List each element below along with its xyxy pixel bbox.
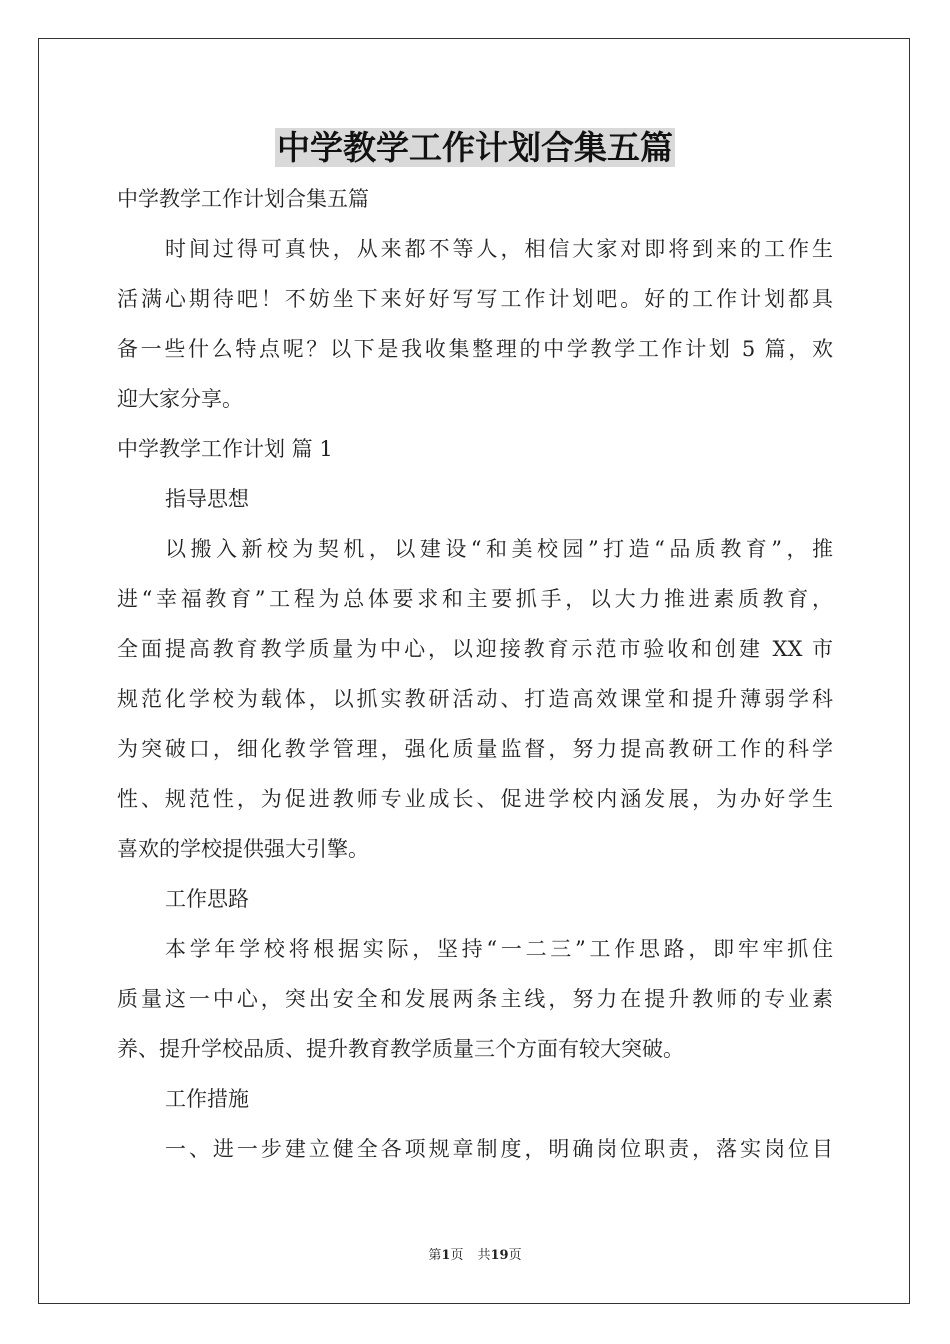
footer-total-prefix: 共 <box>477 1248 491 1263</box>
text-line: 性、规范性，为促进教师专业成长、促进学校内涵发展，为办好学生 <box>117 787 833 811</box>
footer-page-number: 1 <box>441 1248 451 1263</box>
text-line: 备一些什么特点呢？以下是我收集整理的中学教学工作计划 5 篇，欢 <box>117 337 833 361</box>
text-line: 一、进一步建立健全各项规章制度，明确岗位职责，落实岗位目 <box>165 1137 833 1161</box>
text-line: 喜欢的学校提供强大引擎。 <box>117 837 369 861</box>
text-line: 以搬入新校为契机，以建设“和美校园”打造“品质教育”，推 <box>165 537 833 561</box>
text-line: 活满心期待吧！不妨坐下来好好写写工作计划吧。好的工作计划都具 <box>117 287 833 311</box>
document-body <box>117 174 833 1174</box>
text-line: 迎大家分享。 <box>117 387 243 411</box>
text-line: 养、提升学校品质、提升教育教学质量三个方面有较大突破。 <box>117 1037 684 1061</box>
footer-page-suffix: 页 <box>450 1248 464 1263</box>
text-line: 本学年学校将根据实际，坚持“一二三”工作思路，即牢牢抓住 <box>165 937 833 961</box>
page-footer <box>0 1244 950 1263</box>
text-line: 中学教学工作计划 篇 1 <box>117 437 333 461</box>
text-line: 规范化学校为载体，以抓实教研活动、打造高效课堂和提升薄弱学科 <box>117 687 833 711</box>
text-line: 工作思路 <box>165 887 249 911</box>
footer-total-number: 19 <box>490 1248 509 1263</box>
footer-page-prefix: 第 <box>428 1248 442 1263</box>
text-line: 进“幸福教育”工程为总体要求和主要抓手，以大力推进素质教育， <box>117 587 833 611</box>
text-line: 时间过得可真快，从来都不等人，相信大家对即将到来的工作生 <box>165 237 833 261</box>
text-line: 质量这一中心，突出安全和发展两条主线，努力在提升教师的专业素 <box>117 987 833 1011</box>
footer-total-suffix: 页 <box>508 1248 522 1263</box>
text-line: 工作措施 <box>165 1087 249 1111</box>
text-line: 为突破口，细化教学管理，强化质量监督，努力提高教研工作的科学 <box>117 737 833 761</box>
text-line: 指导思想 <box>165 487 249 511</box>
text-line: 全面提高教育教学质量为中心，以迎接教育示范市验收和创建 XX 市 <box>117 637 833 661</box>
text-line: 中学教学工作计划合集五篇 <box>117 187 369 211</box>
document-title: 中学教学工作计划合集五篇 <box>277 128 673 167</box>
